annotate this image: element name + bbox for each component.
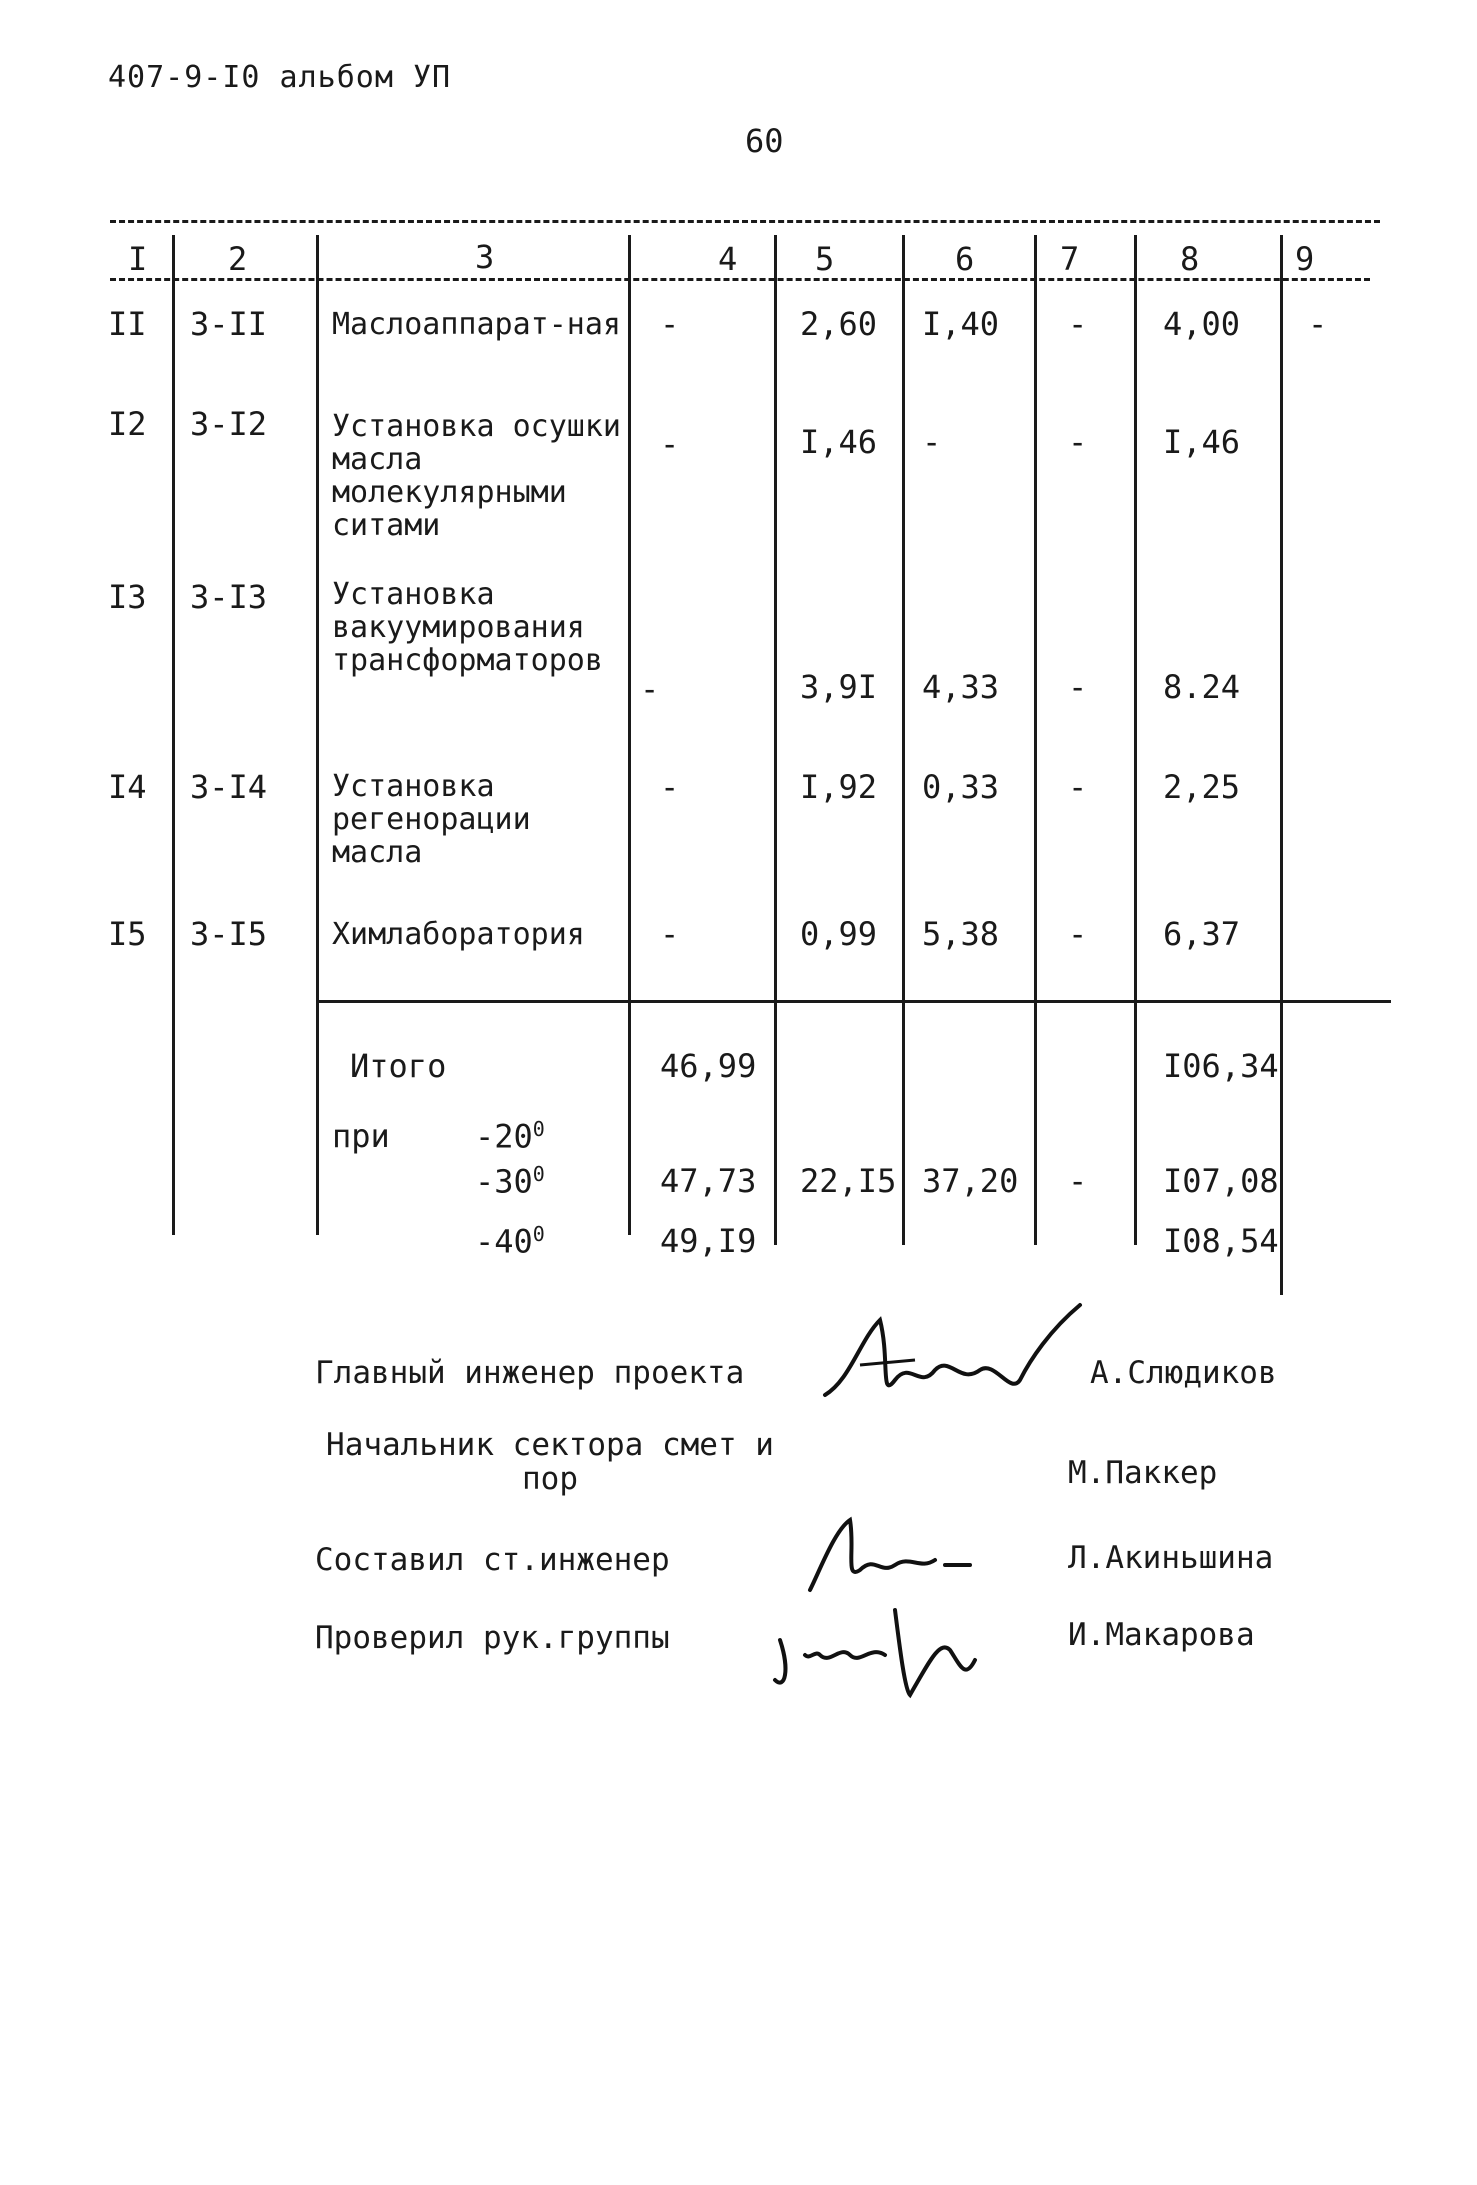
temp-minus-30: $-30^0$	[475, 1162, 545, 1201]
col-header-8: 8	[1180, 240, 1200, 278]
row-name: Маслоаппарат-ная	[332, 307, 621, 342]
cell-c7: -	[1068, 305, 1088, 343]
col-rule-5	[902, 235, 905, 1245]
row-code: 3-I4	[190, 768, 268, 806]
col-header-6: 6	[955, 240, 975, 278]
total-30-c8: I07,08	[1163, 1162, 1279, 1200]
totals-c8: I06,34	[1163, 1047, 1279, 1085]
row-code: 3-II	[190, 305, 268, 343]
row-name: Установка осушки масла молекулярными ситами	[332, 409, 621, 543]
row-name: Установка вакуумирования трансформаторов	[332, 577, 603, 678]
total-30-c7: -	[1068, 1162, 1088, 1200]
page-number: 60	[745, 122, 784, 160]
temp-minus-20: $-20^0$	[475, 1117, 545, 1156]
cell-c6: 0,33	[922, 768, 1000, 806]
cell-c6: 5,38	[922, 915, 1000, 953]
signature-role: Главный инженер проекта	[315, 1355, 745, 1391]
cell-c7: -	[1068, 423, 1088, 461]
cell-c9: -	[1308, 305, 1328, 343]
col-rule-4	[774, 235, 777, 1245]
cell-c6: -	[922, 423, 942, 461]
col-rule-8	[1280, 235, 1283, 1295]
signature-name: А.Слюдиков	[1090, 1355, 1277, 1391]
handwritten-signature-4	[770, 1600, 990, 1700]
col-rule-6	[1034, 235, 1037, 1245]
header-underline	[110, 278, 1370, 281]
totals-label: Итого	[350, 1047, 447, 1085]
cell-c5: I,92	[800, 768, 878, 806]
cell-c4: -	[660, 768, 680, 806]
col-header-3: 3	[475, 238, 495, 276]
cell-c7: -	[1068, 668, 1088, 706]
col-header-7: 7	[1060, 240, 1080, 278]
col-rule-1	[172, 235, 175, 1235]
col-header-4: 4	[718, 240, 738, 278]
row-index: I5	[108, 915, 147, 953]
total-30-c6: 37,20	[922, 1162, 1019, 1200]
row-index: II	[108, 305, 147, 343]
table-top-rule	[110, 220, 1380, 223]
total-40-c8: I08,54	[1163, 1222, 1279, 1260]
signature-name: Л.Акиньшина	[1068, 1540, 1274, 1576]
cell-c8: 2,25	[1163, 768, 1241, 806]
row-code: 3-I5	[190, 915, 268, 953]
total-30-c4: 47,73	[660, 1162, 757, 1200]
col-rule-2	[316, 235, 319, 1235]
col-header-1: I	[128, 240, 148, 278]
col-header-9: 9	[1295, 240, 1315, 278]
total-40-c4: 49,I9	[660, 1222, 757, 1260]
cell-c6: I,40	[922, 305, 1000, 343]
signature-role: Составил ст.инженер	[315, 1542, 670, 1578]
signature-name: М.Паккер	[1068, 1455, 1218, 1491]
cell-c5: 2,60	[800, 305, 878, 343]
handwritten-signature-1	[820, 1300, 1090, 1420]
row-index: I2	[108, 405, 147, 443]
cell-c7: -	[1068, 915, 1088, 953]
row-code: 3-I2	[190, 405, 268, 443]
cell-c8: 8.24	[1163, 668, 1241, 706]
totals-c4: 46,99	[660, 1047, 757, 1085]
cell-c4: -	[660, 425, 680, 463]
cell-c5: 0,99	[800, 915, 878, 953]
temp-minus-40: $-40^0$	[475, 1222, 545, 1261]
cell-c4: -	[640, 670, 660, 708]
row-name: Установка регенорации масла	[332, 769, 531, 870]
cell-c8: 4,00	[1163, 305, 1241, 343]
row-name: Химлаборатория	[332, 917, 585, 952]
cell-c4: -	[660, 915, 680, 953]
signature-name: И.Макарова	[1068, 1617, 1255, 1653]
col-header-2: 2	[228, 240, 248, 278]
cell-c7: -	[1068, 768, 1088, 806]
col-rule-7	[1134, 235, 1137, 1245]
totals-rule	[316, 1000, 1391, 1003]
signature-role: Проверил рук.группы	[315, 1620, 670, 1656]
row-index: I3	[108, 578, 147, 616]
temperature-label: при	[332, 1117, 390, 1155]
signature-role: Начальник сектора смет и пор	[326, 1427, 774, 1497]
cell-c6: 4,33	[922, 668, 1000, 706]
col-header-5: 5	[815, 240, 835, 278]
row-index: I4	[108, 768, 147, 806]
row-code: 3-I3	[190, 578, 268, 616]
cell-c8: 6,37	[1163, 915, 1241, 953]
cell-c8: I,46	[1163, 423, 1241, 461]
document-code: 407-9-I0 альбом УП	[108, 60, 452, 95]
total-30-c5: 22,I5	[800, 1162, 897, 1200]
cell-c4: -	[660, 305, 680, 343]
col-rule-3	[628, 235, 631, 1235]
cell-c5: 3,9I	[800, 668, 878, 706]
handwritten-signature-3	[800, 1510, 980, 1610]
cell-c5: I,46	[800, 423, 878, 461]
